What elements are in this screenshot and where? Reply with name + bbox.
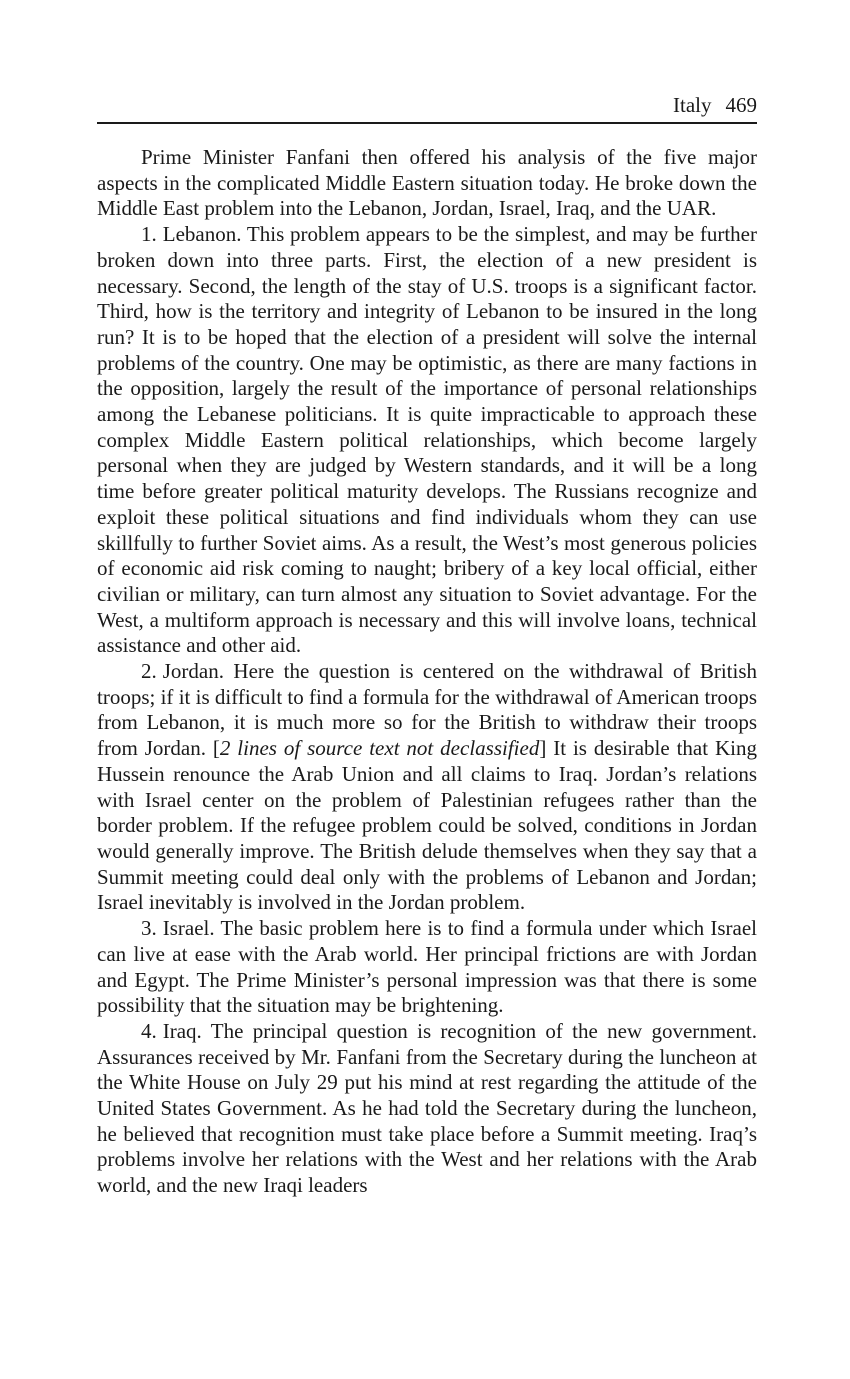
paragraph-text: Iraq. The principal question is recognition of the new government. Assurances received by Mr. Fanfani from the Secretary during the luncheon at the White House on July 29 put his mind at rest regarding the attitude of the United States Government. As he had told the Secretary during the luncheon, he believed that recognition must take place before a Summit meeting. Iraq’s problems involve her relations with the West and her relations with the Arab world, and the new Iraqi leaders <box>97 1018 757 1198</box>
running-header <box>97 84 757 124</box>
paragraph-text: Lebanon. This problem appears to be the simplest, and may be further broken down into three parts. First, the election of a new president is necessary. Second, the length of the stay of U.S. troops is a significant factor. Third, how is the territory and integrity of Lebanon to be insured in the long run? It is to be hoped that the election of a president will solve the internal problems of the country. One may be optimistic, as there are many factions in the opposition, largely the result of the importance of personal relationships among the Lebanese politicians. It is quite impracticable to approach these complex Middle Eastern political relationships, which become largely personal when they are judged by Western standards, and it will be a long time before greater political maturity develops. The Russians recognize and exploit these political situations and find individuals whom they can use skillfully to further Soviet aims. As a result, the West’s most generous policies of economic aid risk coming to naught; bribery of a key local official, either civilian or military, can turn almost any situation to Soviet advantage. For the West, a multiform approach is necessary and this will involve loans, technical assistance and other aid. <box>97 222 757 658</box>
redaction-note: 2 lines of source text not declassified <box>219 736 540 761</box>
paragraph-iraq <box>97 1019 757 1199</box>
paragraph-intro: Prime Minister Fanfani then offered his analysis of the five major aspects in the complicated Middle Eastern situation today. He broke down the Middle East problem into the Lebanon, Jordan, Israel, Iraq, and the UAR. <box>97 145 757 221</box>
item-number: 3. <box>141 916 157 941</box>
header-title: Italy <box>673 93 712 117</box>
item-number: 1. <box>141 222 157 247</box>
paragraph-text-before: Jordan. Here the question is centered on the withdrawal of British troops; if it is difficult to find a formula for the withdrawal of American troops from Lebanon, it is much more so for the British to withdraw their troops from Jordan. [ <box>97 659 757 761</box>
item-number: 2. <box>141 659 157 684</box>
paragraph-text: Israel. The basic problem here is to find a formula under which Israel can live at ease with the Arab world. Her principal frictions are with Jordan and Egypt. The Prime Minister’s personal impression was that there is some possibility that the situation may be brightening. <box>97 916 757 1018</box>
document-page <box>97 84 757 1199</box>
paragraph-jordan <box>97 659 757 916</box>
paragraph-israel <box>97 916 757 1019</box>
paragraph-lebanon <box>97 222 757 659</box>
item-number: 4. <box>141 1018 157 1043</box>
body-text <box>97 145 757 1199</box>
page-number: 469 <box>725 93 757 117</box>
paragraph-text-after: ] It is desirable that King Hussein renounce the Arab Union and all claims to Iraq. Jordan’s relations with Israel center on the problem of Palestinian refugees rather than the border problem. If the refugee problem could be solved, conditions in Jordan would generally improve. The British delude themselves when they say that a Summit meeting could deal only with the problems of Lebanon and Jordan; Israel inevitably is involved in the Jordan problem. <box>97 736 757 915</box>
